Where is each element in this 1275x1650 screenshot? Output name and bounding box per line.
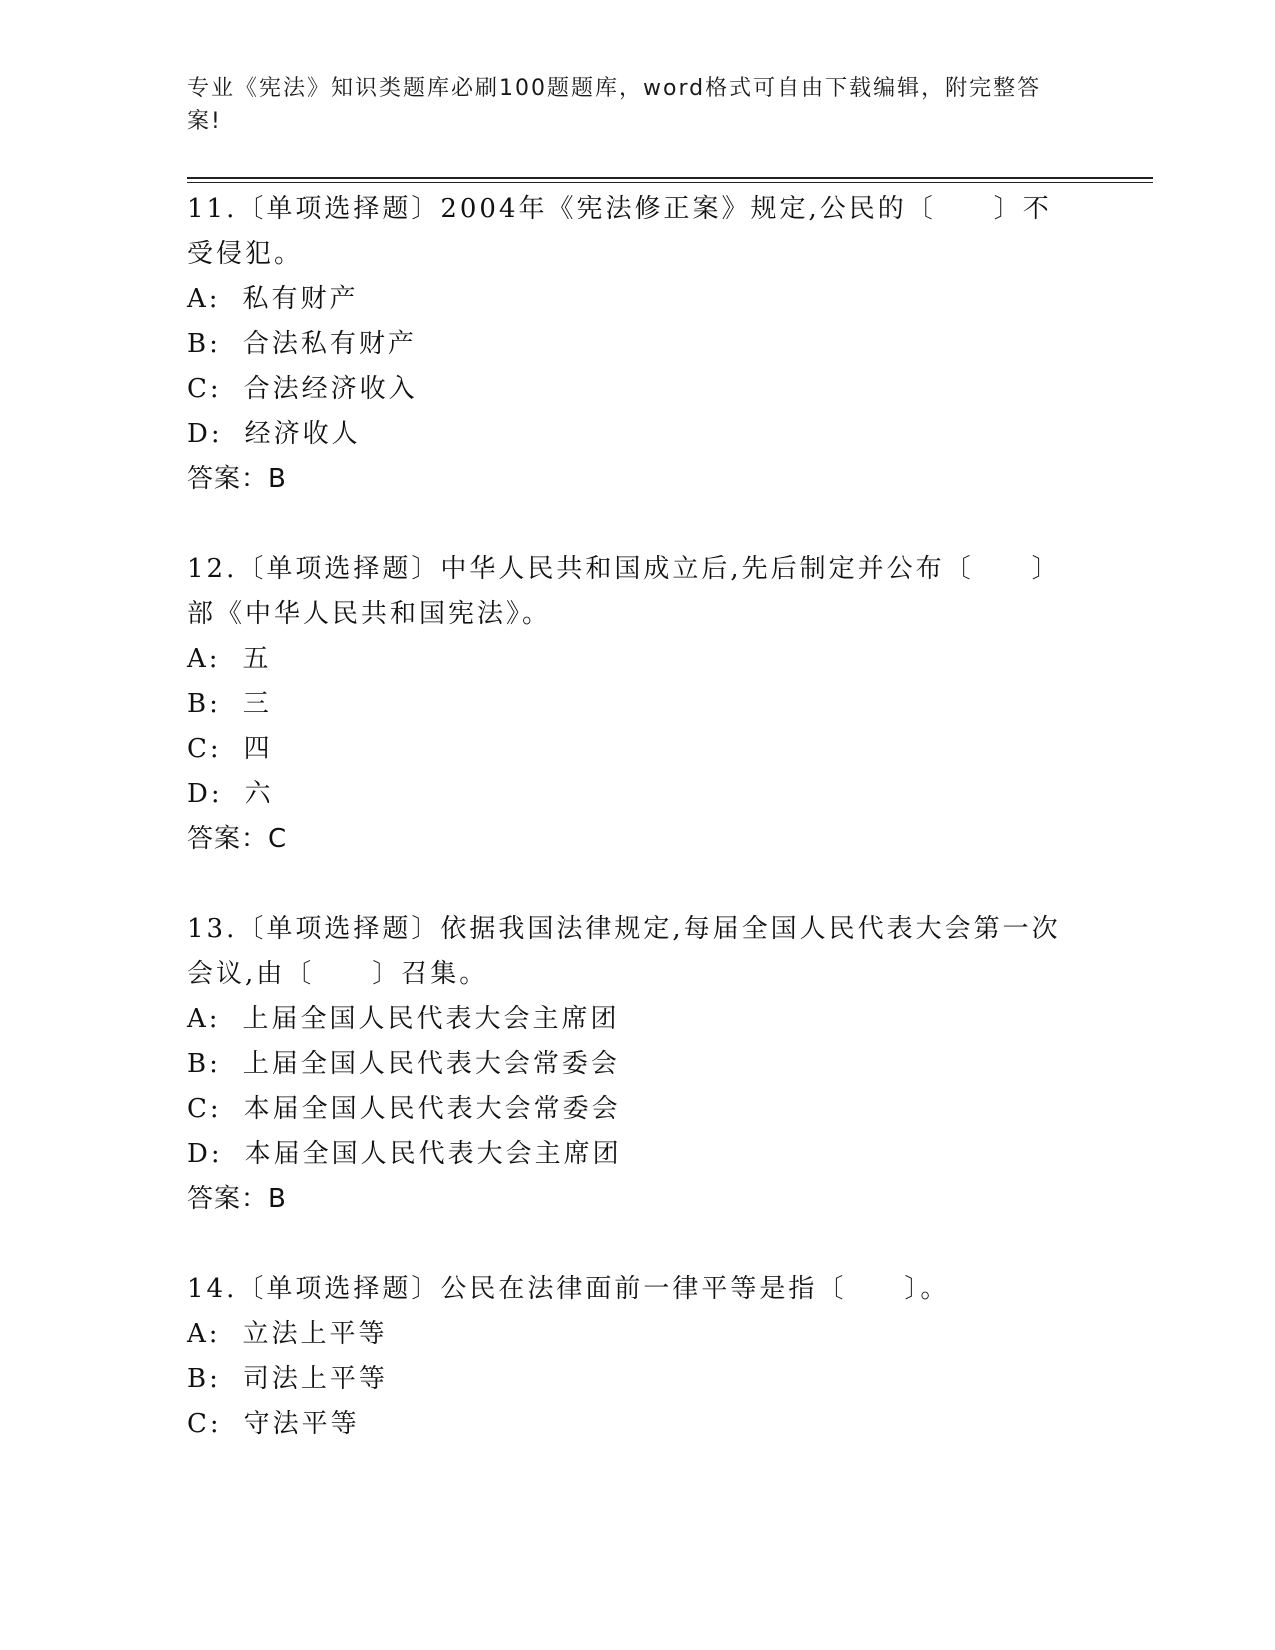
option-text: 四 <box>243 734 273 764</box>
option-text: 本届全国人民代表大会常委会 <box>243 1094 621 1124</box>
option-c <box>187 727 1087 772</box>
option-text: 合法经济收入 <box>243 374 418 404</box>
option-letter: A: <box>187 644 221 674</box>
option-c <box>187 1087 1087 1132</box>
option-c <box>187 367 1087 412</box>
option-text: 上届全国人民代表大会常委会 <box>242 1049 620 1079</box>
option-a <box>187 1312 1087 1357</box>
option-letter: C: <box>187 1094 222 1124</box>
question-11 <box>187 187 1087 502</box>
option-letter: B: <box>187 1364 221 1394</box>
option-text: 本届全国人民代表大会主席团 <box>244 1139 622 1169</box>
option-a <box>187 997 1087 1042</box>
option-letter: A: <box>187 1004 221 1034</box>
option-letter: A: <box>187 1319 221 1349</box>
option-text: 上届全国人民代表大会主席团 <box>242 1004 620 1034</box>
option-letter: B: <box>187 689 221 719</box>
document-header: 专业《宪法》知识类题库必刷100题题库，word格式可自由下载编辑，附完整答案! <box>187 76 1042 134</box>
option-text: 合法私有财产 <box>242 329 417 359</box>
option-text: 守法平等 <box>243 1409 360 1439</box>
answer-key: 答案：B <box>187 1184 287 1214</box>
question-14 <box>187 1267 1087 1447</box>
option-a <box>187 637 1087 682</box>
option-text: 私有财产 <box>242 284 359 314</box>
option-text: 经济收人 <box>244 419 361 449</box>
option-letter: A: <box>187 284 221 314</box>
option-d <box>187 772 1087 817</box>
option-text: 三 <box>242 689 272 719</box>
answer-key: 答案：C <box>187 824 288 854</box>
option-text: 六 <box>244 779 274 809</box>
option-b <box>187 322 1087 367</box>
option-letter: D: <box>187 779 223 809</box>
option-letter: C: <box>187 374 222 404</box>
header-divider-thin <box>187 182 1153 183</box>
option-letter: C: <box>187 734 222 764</box>
option-text: 五 <box>242 644 272 674</box>
answer-key: 答案：B <box>187 464 287 494</box>
option-b <box>187 682 1087 727</box>
option-letter: D: <box>187 419 223 449</box>
question-stem: 11.〔单项选择题〕2004年《宪法修正案》规定,公民的〔 〕不受侵犯。 <box>187 194 1052 269</box>
question-12 <box>187 547 1087 862</box>
option-d <box>187 1132 1087 1177</box>
option-d <box>187 412 1087 457</box>
option-text: 立法上平等 <box>242 1319 388 1349</box>
option-b <box>187 1042 1087 1087</box>
option-c <box>187 1402 1087 1447</box>
option-letter: C: <box>187 1409 222 1439</box>
question-13 <box>187 907 1087 1222</box>
question-stem: 12.〔单项选择题〕中华人民共和国成立后,先后制定并公布〔 〕部《中华人民共和国宪法》。 <box>187 554 1061 629</box>
option-letter: D: <box>187 1139 223 1169</box>
header-divider <box>187 177 1153 179</box>
option-a <box>187 277 1087 322</box>
option-letter: B: <box>187 329 221 359</box>
option-text: 司法上平等 <box>242 1364 388 1394</box>
option-letter: B: <box>187 1049 221 1079</box>
question-stem: 13.〔单项选择题〕依据我国法律规定,每届全国人民代表大会第一次会议,由〔 〕召集。 <box>187 914 1061 989</box>
question-stem: 14.〔单项选择题〕公民在法律面前一律平等是指〔 〕。 <box>187 1274 950 1304</box>
option-b <box>187 1357 1087 1402</box>
